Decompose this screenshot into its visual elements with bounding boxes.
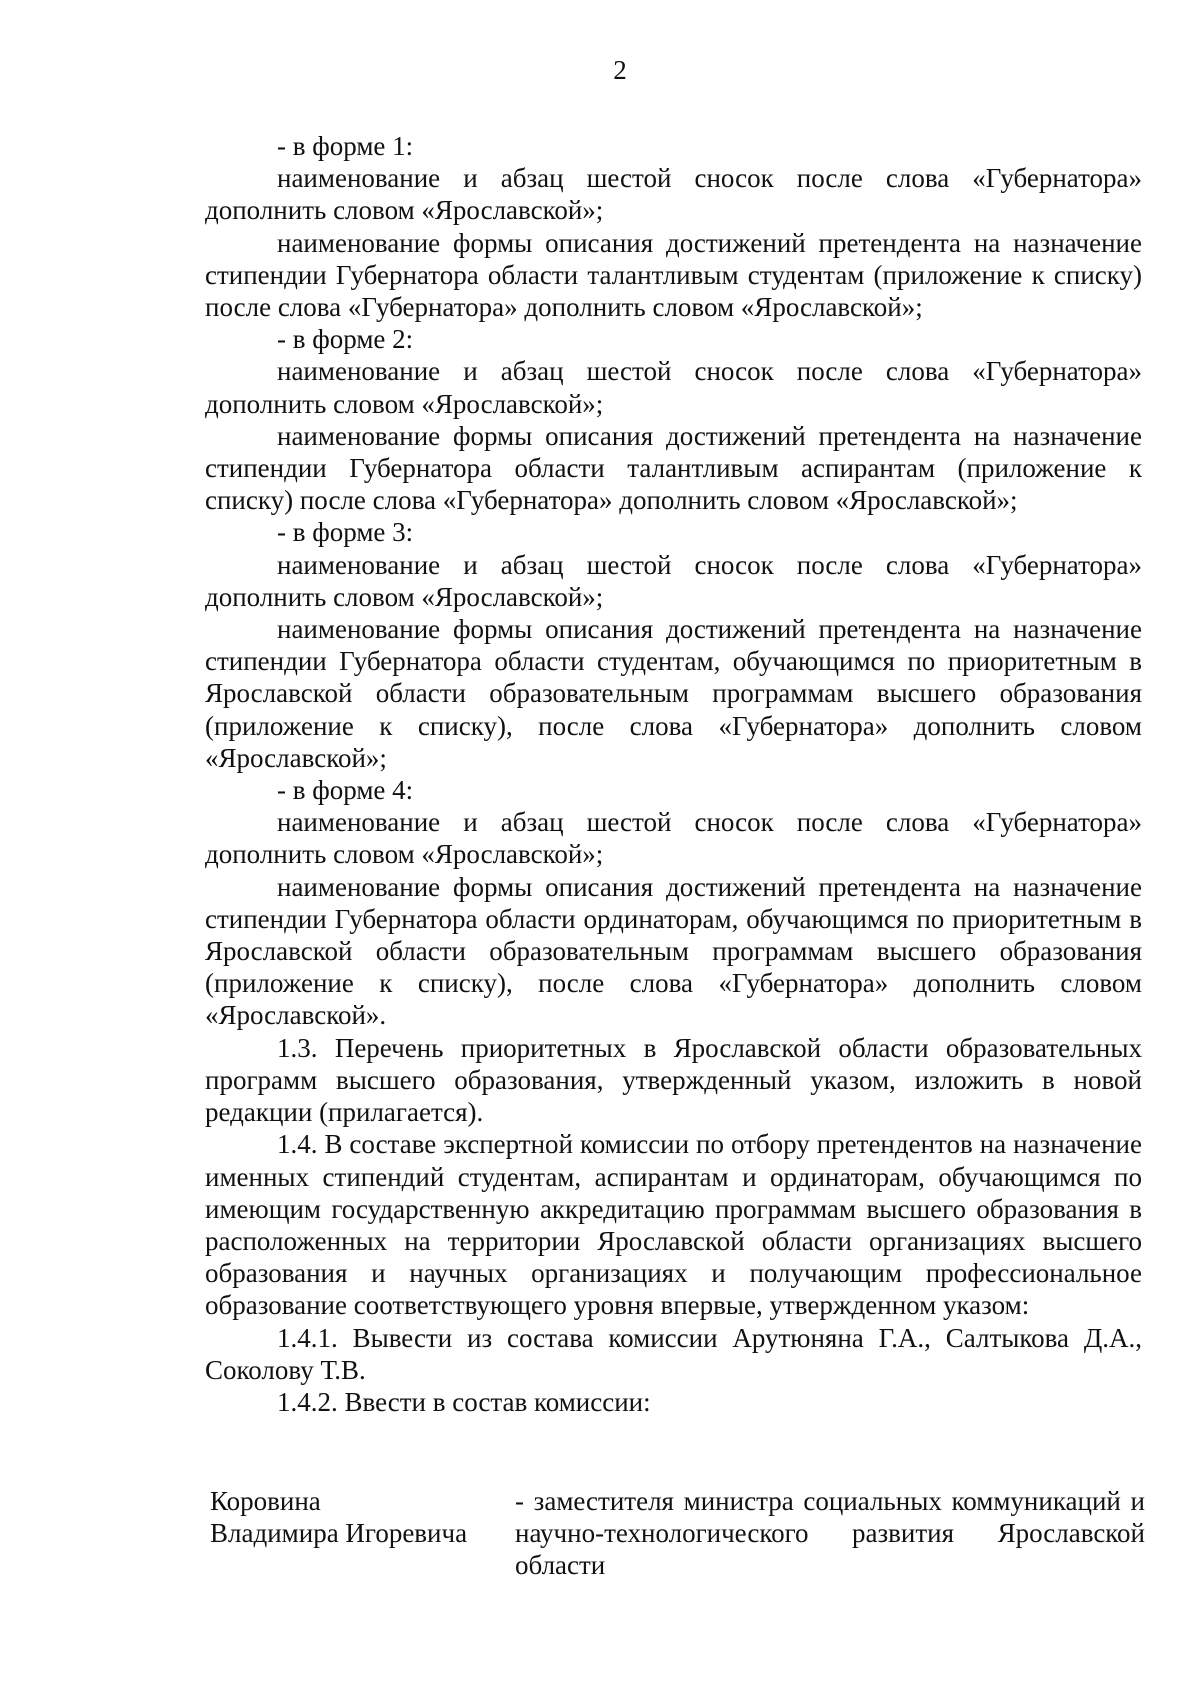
paragraph-form-1-heading: - в форме 1: bbox=[277, 131, 414, 161]
member-position: - заместителя министра социальных коммуникаций и научно-технологического развития Ярославской области bbox=[515, 1486, 1145, 1581]
paragraph-clause-1-4: 1.4. В составе экспертной комиссии по отбору претендентов на назначение именных стипендий студентам, аспирантам и ординаторам, обучающимся по имеющим государственную аккредитацию программам высшего образования в расположенных на территории Ярославской области организациях высшего образования и научных организациях и получающим профессиональное образование соответствующего уровня впервые, утвержденном указом: bbox=[205, 1129, 1142, 1321]
paragraph-form-1-title: наименование формы описания достижений претендента на назначение стипендии Губернатора области талантливым студентам (приложение к списку) после слова «Губернатора» дополнить словом «Ярославской»; bbox=[205, 227, 1142, 323]
page-number: 2 bbox=[613, 55, 627, 85]
paragraph-clause-1-4-2: 1.4.2. Ввести в состав комиссии: bbox=[277, 1386, 651, 1417]
paragraph-form-4-heading: - в форме 4: bbox=[277, 775, 414, 806]
paragraph-clause-1-3: 1.3. Перечень приоритетных в Ярославской области образовательных программ высшего образования, утвержденный указом, изложить в новой редакции (прилагается). bbox=[205, 1032, 1142, 1128]
paragraph-form-3-title: наименование формы описания достижений претендента на назначение стипендии Губернатора области студентам, обучающимся по приоритетным в Ярославской области образовательным программам высшего образования (приложение к списку), после слова «Губернатора» дополнить словом «Ярославской»; bbox=[205, 614, 1142, 773]
paragraph-form-1-footnotes: наименование и абзац шестой сносок после слова «Губернатора» дополнить словом «Ярославской»; bbox=[205, 163, 1142, 226]
document-body bbox=[205, 130, 1142, 1418]
commission-member-entry bbox=[210, 1485, 1145, 1582]
paragraph-clause-1-4-1: 1.4.1. Вывести из состава комиссии Арутюняна Г.А., Салтыкова Д.А., Соколову Т.В. bbox=[205, 1322, 1142, 1385]
paragraph-form-4-title: наименование формы описания достижений претендента на назначение стипендии Губернатора области ординаторам, обучающимся по приоритетным в Ярославской области образовательным программам высшего образования (приложение к списку), после слова «Губернатора» дополнить словом «Ярославской». bbox=[205, 871, 1142, 1031]
member-given-names: Владимира Игоревича bbox=[210, 1518, 468, 1549]
paragraph-form-4-footnotes: наименование и абзац шестой сносок после слова «Губернатора» дополнить словом «Ярославской»; bbox=[205, 807, 1142, 870]
paragraph-form-3-heading: - в форме 3: bbox=[277, 517, 414, 548]
paragraph-form-2-footnotes: наименование и абзац шестой сносок после слова «Губернатора» дополнить словом «Ярославской»; bbox=[205, 356, 1142, 419]
member-name bbox=[210, 1485, 515, 1582]
paragraph-form-2-heading: - в форме 2: bbox=[277, 324, 414, 355]
paragraph-form-3-footnotes: наименование и абзац шестой сносок после слова «Губернатора» дополнить словом «Ярославской»; bbox=[205, 549, 1142, 612]
member-surname: Коровина bbox=[210, 1486, 321, 1516]
paragraph-form-2-title: наименование формы описания достижений претендента на назначение стипендии Губернатора области талантливым аспирантам (приложение к списку) после слова «Губернатора» дополнить словом «Ярославской»; bbox=[205, 420, 1142, 516]
